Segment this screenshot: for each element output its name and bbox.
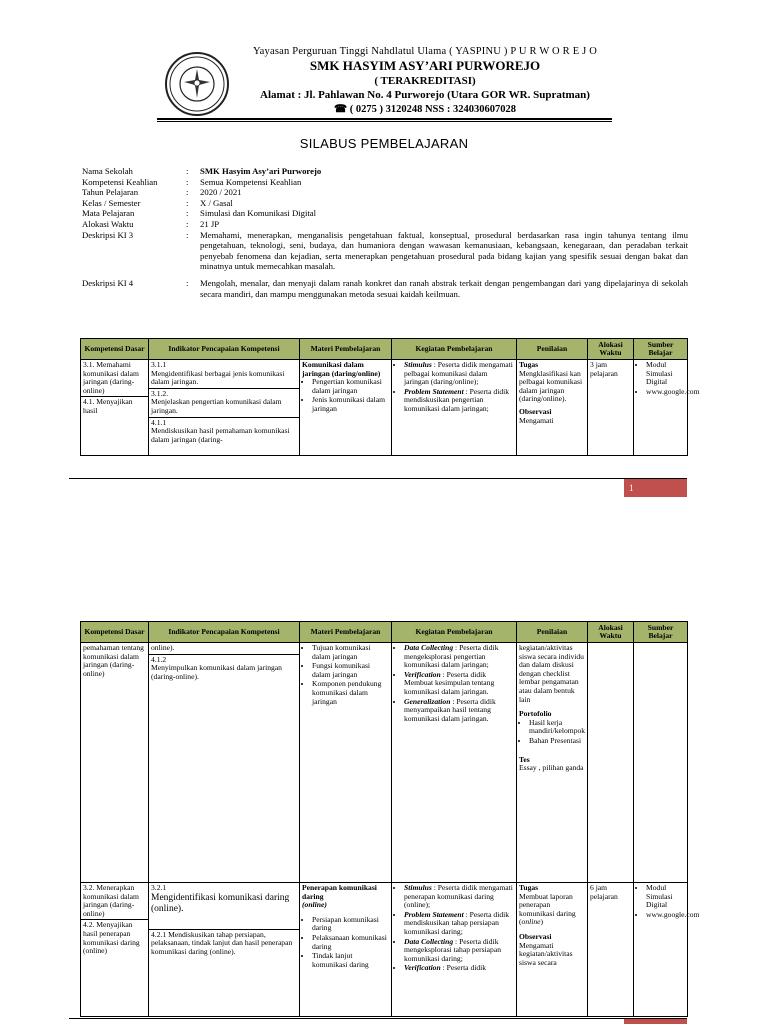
- header-rule-thin: [157, 121, 612, 122]
- list-item: • Bahan Presentasi: [529, 737, 585, 746]
- assessment-text: Essay , pilihan ganda: [519, 763, 584, 773]
- kd-text: 4.2. Menyajikan hasil penerapan komunikasi daring (online): [83, 920, 140, 956]
- table-row: [81, 883, 688, 1017]
- kd-cell: [81, 883, 149, 1017]
- info-colon: :: [186, 166, 189, 176]
- table-header-row: [81, 622, 688, 643]
- col-header: Penilaian: [517, 339, 588, 360]
- list-item: • Jenis komunikasi dalam jaringan: [312, 396, 389, 413]
- materi-list: [302, 916, 389, 970]
- info-label: Deskripsi KI 4: [82, 277, 134, 288]
- list-item: • Modul Simulasi Digital: [646, 361, 685, 387]
- info-colon: :: [186, 229, 189, 240]
- alokasi-cell: 6 jam pelajaran: [588, 883, 634, 1017]
- list-item: [404, 644, 514, 670]
- kd-text: 3.2. Menerapkan komunikasi dalam jaringan (daring-online): [83, 883, 139, 918]
- cell-divider: [149, 417, 299, 418]
- info-value: Semua Kompetensi Keahlian: [200, 176, 302, 187]
- accreditation: ( TERAKREDITASI): [374, 75, 476, 87]
- materi-cell: [300, 643, 392, 883]
- cell-divider: [149, 654, 299, 655]
- activity-term: Generalization: [404, 696, 451, 706]
- materi-title: Komunikasi dalam jaringan (daring/online): [302, 360, 381, 378]
- school-address: Alamat : Jl. Pahlawan No. 4 Purworejo (Utara GOR WR. Supratman): [260, 89, 590, 101]
- info-colon: :: [186, 277, 189, 288]
- page-footer-rule: [69, 1018, 687, 1019]
- list-item: [404, 388, 514, 414]
- list-item: • Persiapan komunikasi daring: [312, 916, 389, 933]
- indicator-number: 3.2.1: [151, 883, 167, 892]
- kegiatan-list: [394, 644, 514, 723]
- kegiatan-cell: [392, 360, 517, 456]
- penilaian-cell: [517, 360, 588, 456]
- col-header: Kegiatan Pembelajaran: [392, 622, 517, 643]
- sumber-list: [636, 360, 700, 396]
- info-row: [82, 219, 688, 230]
- activity-text: : Peserta didik: [440, 963, 487, 973]
- col-header: Kegiatan Pembelajaran: [392, 339, 517, 360]
- list-item: [404, 698, 514, 724]
- list-item: • Fungsi komunikasi dalam jaringan: [312, 662, 389, 679]
- indicator-cell: [149, 883, 300, 1017]
- col-header: Penilaian: [517, 622, 588, 643]
- indicator-text: Mendiskusikan hasil pemahaman komunikasi dalam jaringan (daring-: [151, 426, 290, 444]
- kegiatan-cell: [392, 643, 517, 883]
- activity-text: : Peserta didik menyampaikan hasil tentang komunikasi dalam jaringan.: [404, 696, 496, 723]
- kd-text: 4.1. Menyajikan hasil: [83, 397, 133, 415]
- info-row: [82, 198, 688, 209]
- activity-term: Problem Statement: [404, 909, 464, 919]
- list-item: [404, 884, 514, 910]
- portfolio-list: [519, 719, 585, 746]
- info-label: Kompetensi Keahlian: [82, 176, 158, 187]
- page-number-box: [624, 1019, 687, 1024]
- info-value: X / Gasal: [200, 197, 233, 208]
- activity-term: Stimulus: [404, 883, 432, 892]
- activity-text: : Peserta didik mendiskusikan pengertian komunikasi dalam jaringan;: [404, 386, 510, 413]
- list-item: • www.google.com: [646, 388, 685, 397]
- list-item: [404, 964, 514, 973]
- col-header: Kompetensi Dasar: [81, 339, 149, 360]
- info-value: 21 JP: [200, 218, 220, 229]
- indicator-number: 3.1.2.: [151, 388, 169, 398]
- indicator-text: Mengidentifikasi berbagai jenis komunikasi dalam jaringan.: [151, 368, 285, 387]
- assessment-text-part: Membuat laporan penerapan komunikasi daring (: [519, 891, 576, 927]
- activity-text: : Peserta didik mengeksplorasi pengertian komunikasi dalam jaringan;: [404, 643, 499, 670]
- info-value: Memahami, menerapkan, menganalisis pengetahuan faktual, konseptual, prosedural berdasarkan rasa ingin tahunya tentang ilmu pengetahuan, teknologi, seni, budaya, dan humaniora dengan wawasan kemanusiaan, kebangsaan, kenegaraan, dan peradaban terkait penyebab fenomena dan kejadian, serta menerapkan pengetahuan prosedural pada bidang kajian yang spesifik sesuai dengan bakat dan minatnya untuk memecahkan masalah.: [200, 229, 688, 272]
- info-value: Mengolah, menalar, dan menyaji dalam ranah konkret dan ranah abstrak terkait dengan pengembangan dari yang dipelajarinya di sekolah secara mandiri, dan mampu menggunakan metoda sesuai kaidah keilmuan.: [200, 277, 688, 299]
- kd-text: 3.1. Memahami komunikasi dalam jaringan (daring-online): [83, 360, 139, 395]
- info-value: 2020 / 2021: [200, 187, 242, 198]
- info-value: SMK Hasyim Asy’ari Purworejo: [200, 166, 322, 176]
- indicator-number: 4.1.2: [151, 654, 167, 664]
- info-colon: :: [186, 197, 189, 208]
- indicator-cell: [149, 360, 300, 456]
- foundation-name: Yayasan Perguruan Tinggi Nahdlatul Ulama ( YASPINU ) P U R W O R E J O: [252, 46, 598, 57]
- info-colon: :: [186, 208, 189, 219]
- materi-cell: [300, 360, 392, 456]
- assessment-type: Observasi: [519, 931, 552, 941]
- assessment-text: Mengklasifikasi kan pelbagai komunikasi dalam jaringan (daring/online).: [519, 368, 583, 404]
- sumber-cell: [634, 883, 700, 1017]
- kegiatan-list: [394, 361, 514, 414]
- indicator-text: Menyimpulkan komunikasi dalam jaringan (daring-online).: [151, 663, 282, 681]
- info-row: [82, 208, 688, 219]
- syllabus-table-page2: [80, 621, 700, 1017]
- list-item: • Tindak lanjut komunikasi daring: [312, 952, 389, 969]
- syllabus-table-page1: [80, 338, 700, 456]
- list-item: • Komponen pendukung komunikasi dalam jaringan: [312, 680, 389, 706]
- list-item: • Tujuan komunikasi dalam jaringan: [312, 644, 389, 661]
- activity-term: Data Collecting: [404, 643, 454, 652]
- table-row: [81, 360, 688, 456]
- info-label: Nama Sekolah: [82, 166, 133, 176]
- info-row: [82, 230, 688, 272]
- info-row: [82, 177, 688, 188]
- indicator-number: 4.1.1: [151, 417, 167, 427]
- activity-term: Data Collecting: [404, 936, 454, 946]
- info-row: [82, 187, 688, 198]
- table-header-row: [81, 339, 688, 360]
- school-phone: ☎ ( 0275 ) 3120248 NSS : 324030607028: [334, 104, 516, 115]
- list-item: [404, 938, 514, 964]
- syllabus-info: [82, 166, 688, 299]
- assessment-text: Mengamati kegiatan/aktivitas siswa secara: [519, 940, 573, 967]
- alokasi-cell: [588, 643, 634, 883]
- assessment-type: Tes: [519, 754, 530, 764]
- indicator-text: Menjelaskan pengertian komunikasi dalam jaringan.: [151, 397, 282, 415]
- sumber-cell: [634, 643, 688, 883]
- page-footer-rule: [69, 478, 687, 479]
- assessment-text: Mengamati: [519, 415, 554, 425]
- info-colon: :: [186, 187, 189, 198]
- table-row: [81, 643, 688, 883]
- sumber-list: [636, 883, 700, 919]
- penilaian-cell: [517, 883, 588, 1017]
- header-rule: [157, 118, 612, 120]
- assessment-text-part: online: [521, 917, 541, 927]
- page-number: 1: [629, 483, 634, 493]
- assessment-text: [519, 893, 585, 927]
- col-header: Indikator Pencapaian Kompetensi: [149, 339, 300, 360]
- page-number-box: [624, 479, 687, 497]
- indicator-number: 3.1.1: [151, 360, 167, 369]
- materi-list: [302, 644, 389, 706]
- activity-term: Problem Statement: [404, 386, 464, 396]
- list-item: • Hasil kerja mandiri/kelompok: [529, 719, 585, 736]
- kd-cell: [81, 360, 149, 456]
- info-label: Tahun Pelajaran: [82, 187, 139, 198]
- info-colon: :: [186, 176, 189, 187]
- list-item: • Modul Simulasi Digital: [646, 884, 685, 910]
- sumber-cell: [634, 360, 700, 456]
- list-item: • www.google.com: [646, 911, 685, 920]
- assessment-type: Tugas: [519, 360, 539, 369]
- info-row: [82, 278, 688, 299]
- col-header: Materi Pembelajaran: [300, 339, 392, 360]
- info-label: Deskripsi KI 3: [82, 229, 134, 240]
- activity-term: Verification: [404, 669, 441, 679]
- list-item: [404, 671, 514, 697]
- penilaian-cell: [517, 643, 588, 883]
- assessment-type: Observasi: [519, 406, 552, 416]
- kd-cell: pemahaman tentang komunikasi dalam jaringan (daring-online): [81, 643, 149, 883]
- col-header: Materi Pembelajaran: [300, 622, 392, 643]
- col-header: Kompetensi Dasar: [81, 622, 149, 643]
- activity-term: Stimulus: [404, 360, 432, 369]
- list-item: [404, 911, 514, 937]
- col-header: Indikator Pencapaian Kompetensi: [149, 622, 300, 643]
- list-item: • Pelaksanaan komunikasi daring: [312, 934, 389, 951]
- info-row: [82, 166, 688, 177]
- activity-term: Verification: [404, 963, 441, 973]
- assessment-text-part: ): [540, 917, 544, 927]
- alokasi-cell: 3 jam pelajaran: [588, 360, 634, 456]
- activity-text: : Peserta didik mengamati pelbagai komunikasi dalam jaringan (daring/online);: [404, 360, 513, 387]
- assessment-type: Portofolio: [519, 709, 552, 719]
- school-name: SMK HASYIM ASY’ARI PURWOREJO: [309, 58, 541, 73]
- activity-text: : Peserta didik Membuat kesimpulan tentang komunikasi dalam jaringan.: [404, 669, 495, 696]
- col-header: Sumber Belajar: [634, 622, 688, 643]
- list-item: [404, 361, 514, 387]
- list-item: • Pengertian komunikasi dalam jaringan: [312, 378, 389, 395]
- indicator-text: online).: [151, 643, 175, 652]
- materi-list: [302, 378, 389, 413]
- document-title: SILABUS PEMBELAJARAN: [299, 136, 469, 151]
- kegiatan-list: [394, 884, 514, 973]
- indicator-text: Mengidentifikasi komunikasi daring (online).: [151, 892, 290, 914]
- col-header: Sumber Belajar: [634, 339, 688, 360]
- kegiatan-cell: [392, 883, 517, 1017]
- info-label: Alokasi Waktu: [82, 218, 134, 229]
- indicator-text: 4.2.1 Mendiskusikan tahap persiapan, pelaksanaan, tindak lanjut dan hasil penerapan komunikasi daring (online).: [151, 929, 293, 956]
- col-header: Alokasi Waktu: [588, 339, 634, 360]
- activity-text: : Peserta didik mendiskusikan tahap persiapan komunikasi daring;: [404, 909, 510, 936]
- materi-title: Penerapan komunikasi daring: [302, 883, 377, 901]
- info-colon: :: [186, 218, 189, 229]
- activity-text: : Peserta didik mengamati penerapan komunikasi daring (online);: [404, 883, 513, 910]
- materi-cell: [300, 883, 392, 1017]
- assessment-type: Tugas: [519, 883, 539, 892]
- cell-divider: [149, 388, 299, 389]
- info-value: Simulasi dan Komunikasi Digital: [200, 208, 317, 219]
- info-label: Mata Pelajaran: [82, 208, 135, 219]
- col-header: Alokasi Waktu: [588, 622, 634, 643]
- materi-subtitle: (online): [302, 900, 327, 910]
- info-label: Kelas / Semester: [82, 197, 141, 208]
- school-logo: [165, 52, 229, 116]
- indicator-cell: [149, 643, 300, 883]
- assessment-text: kegiatan/aktivitas siswa secara individu dan dalam diskusi dengan checklist lembar pengamatan atau dalam bentuk lain: [519, 643, 584, 704]
- activity-text: : Peserta didik mengeksplorasi tahap persiapan komunikasi daring;: [404, 936, 501, 963]
